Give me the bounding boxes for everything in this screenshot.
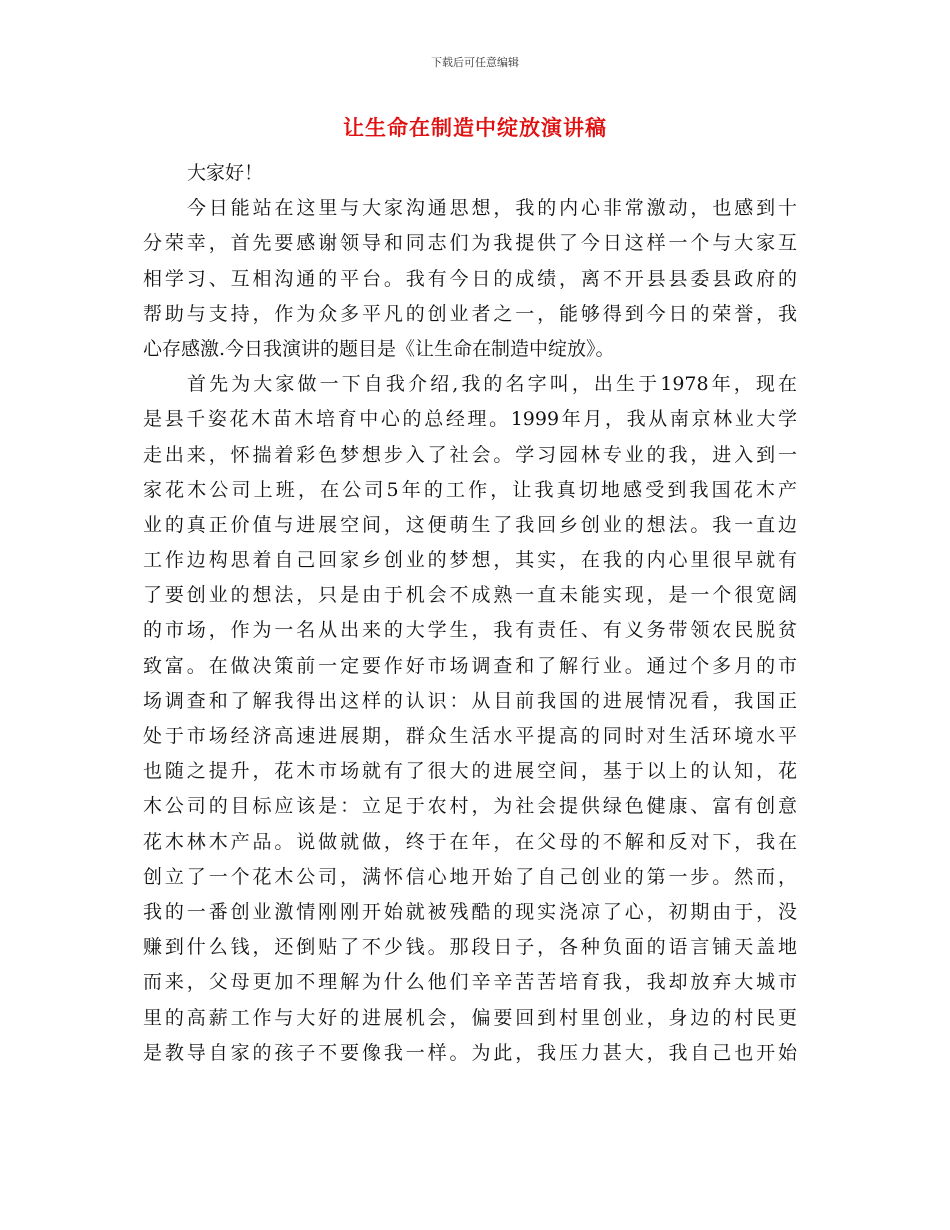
document-title: 让生命在制造中绽放演讲稿 (343, 116, 607, 140)
text-line: 赚到什么钱，还倒贴了不少钱。那段日子，各种负面的语言铺天盖地 (143, 936, 797, 959)
text-line: 大家好！ (187, 162, 264, 184)
text-line: 首先为大家做一下自我介绍,我的名字叫，出生于1978年，现在 (187, 373, 797, 396)
speech-body (143, 156, 797, 1071)
text-line: 是教导自家的孩子不要像我一样。为此，我压力甚大，我自己也开始 (143, 1041, 797, 1064)
text-line: 也随之提升，花木市场就有了很大的进展空间，基于以上的认知，花 (143, 760, 797, 783)
text-line: 心存感激.今日我演讲的题目是《让生命在制造中绽放》。 (143, 337, 615, 360)
text-line: 创立了一个花木公司，满怀信心地开始了自己创业的第一步。然而， (143, 865, 797, 888)
text-line: 今日能站在这里与大家沟通思想，我的内心非常激动，也感到十 (187, 197, 797, 220)
text-line: 而来，父母更加不理解为什么他们辛辛苦苦培育我，我却放弃大城市 (143, 971, 797, 994)
text-line: 帮助与支持，作为众多平凡的创业者之一，能够得到今日的荣誉，我 (143, 302, 797, 325)
text-line: 的市场，作为一名从出来的大学生，我有责任、有义务带领农民脱贫 (143, 619, 797, 642)
text-line: 场调查和了解我得出这样的认识：从目前我国的进展情况看，我国正 (143, 689, 797, 712)
text-line: 了要创业的想法，只是由于机会不成熟一直未能实现，是一个很宽阔 (143, 584, 797, 607)
text-line: 致富。在做决策前一定要作好市场调查和了解行业。通过个多月的市 (143, 654, 797, 677)
text-line: 家花木公司上班，在公司5年的工作，让我真切地感受到我国花木产 (143, 478, 797, 501)
header-note: 下载后可任意编辑 (431, 56, 519, 69)
text-line: 花木林木产品。说做就做，终于在年，在父母的不解和反对下，我在 (143, 830, 797, 853)
text-line: 是县千姿花木苗木培育中心的总经理。1999年月，我从南京林业大学 (143, 408, 797, 431)
text-line: 走出来，怀揣着彩色梦想步入了社会。学习园林专业的我，进入到一 (143, 443, 797, 466)
text-line: 工作边构思着自己回家乡创业的梦想，其实，在我的内心里很早就有 (143, 549, 797, 572)
text-line: 我的一番创业激情刚刚开始就被残酷的现实浇凉了心，初期由于，没 (143, 900, 797, 923)
text-line: 里的高薪工作与大好的进展机会，偏要回到村里创业，身边的村民更 (143, 1006, 797, 1029)
text-line: 分荣幸，首先要感谢领导和同志们为我提供了今日这样一个与大家互 (143, 232, 797, 255)
text-line: 相学习、互相沟通的平台。我有今日的成绩，离不开县县委县政府的 (143, 267, 797, 290)
text-line: 业的真正价值与进展空间，这便萌生了我回乡创业的想法。我一直边 (143, 513, 797, 536)
text-line: 木公司的目标应该是：立足于农村，为社会提供绿色健康、富有创意 (143, 795, 797, 818)
text-line: 处于市场经济高速进展期，群众生活水平提高的同时对生活环境水平 (143, 725, 797, 747)
